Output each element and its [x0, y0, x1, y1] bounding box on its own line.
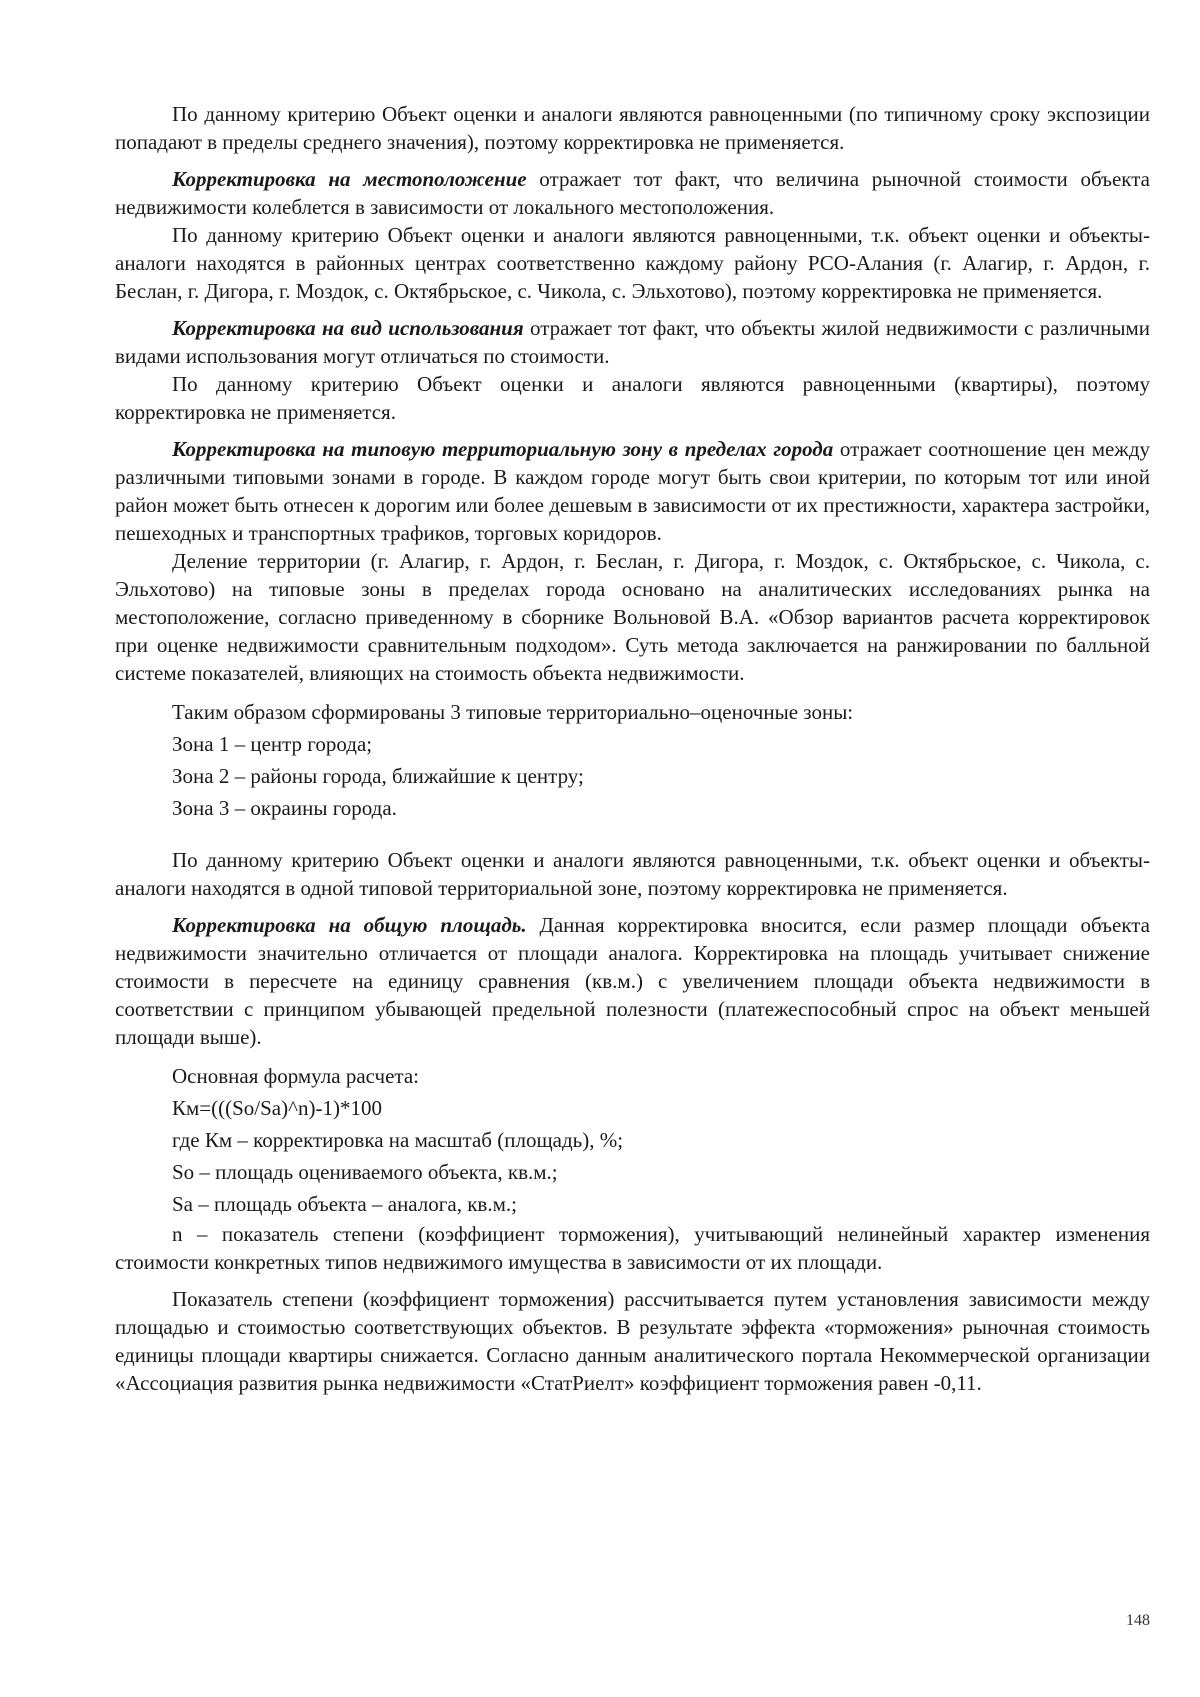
- paragraph-usage-adjustment: [115, 314, 1150, 370]
- paragraph-zone-conclusion: По данному критерию Объект оценки и аналоги являются равноценными, т.к. объект оценки и объекты-аналоги находятся в одной типовой территориальной зоне, поэтому корректировка не применяется.: [115, 848, 1150, 900]
- paragraph-location-adjustment-text: отражает тот факт, что величина рыночной стоимости объекта недвижимости колеблется в зависимости от локального местоположения.: [115, 167, 1150, 219]
- formula-definition: So – площадь оцениваемого объекта, кв.м.;: [172, 1160, 558, 1184]
- zones-list: [115, 696, 1150, 824]
- paragraph-location-adjustment: [115, 165, 1150, 221]
- paragraph-zone-adjustment-text: отражает соотношение цен между различными типовыми зонами в городе. В каждом городе могут быть свои критерии, по которым тот или иной район может быть отнесен к дорогим или более дешевым в зависимости от их престижности, характера застройки, пешеходных и транспортных трафиков, торговых коридоров.: [115, 437, 1151, 545]
- paragraph-exponent-calculation: Показатель степени (коэффициент торможения) рассчитывается путем установления зависимости между площадью и стоимостью соответствующих объектов. В результате эффекта «торможения» рыночная стоимость единицы площади квартиры снижается. Согласно данным аналитического портала Некоммерческой организации «Ассоциация развития рынка недвижимости «СтатРиелт» коэффициент торможения равен -0,11.: [115, 1287, 1150, 1395]
- zones-list-item: Зона 1 – центр города;: [172, 732, 373, 756]
- paragraph-location-conclusion: По данному критерию Объект оценки и аналоги являются равноценными, т.к. объект оценки и объекты-аналоги находятся в районных центрах соответственно каждому району РСО-Алания (г. Алагир, г. Ардон, г. Беслан, г. Дигора, г. Моздок, с. Октябрьское, с. Чикола, с. Эльхотово), поэтому корректировка не применяется.: [115, 223, 1150, 303]
- zones-list-intro: Таким образом сформированы 3 типовые территориально–оценочные зоны:: [172, 700, 854, 724]
- heading-location-adjustment: Корректировка на местоположение: [172, 167, 527, 191]
- formula-definition: Sa – площадь объекта – аналога, кв.м.;: [172, 1192, 517, 1216]
- paragraph-usage-conclusion: По данному критерию Объект оценки и аналоги являются равноценными (квартиры), поэтому корректировка не применяется.: [115, 372, 1150, 424]
- paragraph-exposure-conclusion: По данному критерию Объект оценки и аналоги являются равноценными (по типичному сроку экспозиции попадают в пределы среднего значения), поэтому корректировка не применяется.: [115, 102, 1150, 154]
- heading-area-adjustment: Корректировка на общую площадь.: [172, 913, 527, 937]
- zones-list-item: Зона 2 – районы города, ближайшие к центру;: [172, 764, 584, 788]
- page-number: 148: [1126, 1612, 1150, 1629]
- heading-zone-adjustment: Корректировка на типовую территориальную зону в пределах города: [172, 437, 834, 461]
- paragraph-zone-adjustment: [115, 435, 1150, 547]
- formula-expression: Км=(((So/Sa)^n)-1)*100: [172, 1096, 382, 1120]
- paragraph-area-adjustment-text: Данная корректировка вносится, если размер площади объекта недвижимости значительно отличается от площади аналога. Корректировка на площадь учитывает снижение стоимости в пересчете на единицу сравнения (кв.м.) с увеличением площади объекта недвижимости в соответствии с принципом убывающей предельной полезности (платежеспособный спрос на объект меньшей площади выше).: [115, 913, 1150, 1049]
- document-page: [115, 100, 1150, 1397]
- formula-block: [115, 1060, 1150, 1220]
- paragraph-area-adjustment: [115, 911, 1150, 1051]
- paragraph-usage-adjustment-text: отражает тот факт, что объекты жилой недвижимости с различными видами использования могут отличаться по стоимости.: [115, 316, 1150, 368]
- heading-usage-adjustment: Корректировка на вид использования: [172, 316, 524, 340]
- zones-list-item: Зона 3 – окраины города.: [172, 796, 397, 820]
- paragraph-exponent-definition: n – показатель степени (коэффициент торможения), учитывающий нелинейный характер изменения стоимости конкретных типов недвижимого имущества в зависимости от их площади.: [115, 1222, 1150, 1274]
- formula-definition: где Км – корректировка на масштаб (площадь), %;: [172, 1128, 624, 1152]
- paragraph-zone-division: Деление территории (г. Алагир, г. Ардон, г. Беслан, г. Дигора, г. Моздок, с. Октябрьское, с. Чикола, с. Эльхотово) на типовые зоны в пределах города основано на аналитических исследованиях рынка на местоположение, согласно приведенному в сборнике Вольновой В.А. «Обзор вариантов расчета корректировок при оценке недвижимости сравнительным подходом». Суть метода заключается на ранжировании по балльной системе показателей, влияющих на стоимость объекта недвижимости.: [115, 549, 1150, 685]
- formula-intro: Основная формула расчета:: [172, 1064, 420, 1088]
